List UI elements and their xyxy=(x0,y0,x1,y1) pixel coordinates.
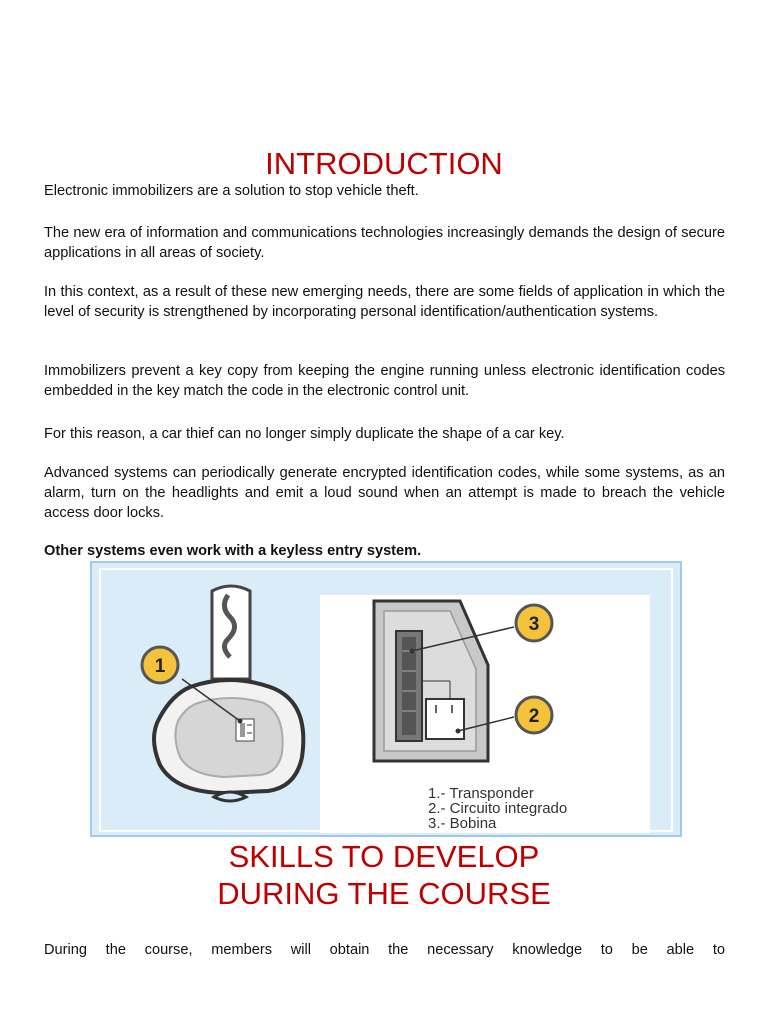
callout-1-dot xyxy=(238,719,243,724)
callout-1-number: 1 xyxy=(154,656,166,677)
skills-heading-line-2: DURING THE COURSE xyxy=(217,876,551,911)
key-transponder-figure xyxy=(90,561,682,837)
intro-paragraph-4: Immobilizers prevent a key copy from keeping the engine running unless electronic identification codes embedded in the key match the code in the electronic control unit. xyxy=(44,363,725,399)
intro-paragraph-3: In this context, as a result of these new emerging needs, there are some fields of application in which the level of security is strengthened by incorporating personal identification/authentication systems. xyxy=(44,284,725,320)
callout-2 xyxy=(516,697,552,733)
skills-heading xyxy=(0,838,768,912)
legend-item-circuito-integrado: 2.- Circuito integrado xyxy=(428,800,568,817)
callout-1 xyxy=(142,647,178,683)
skills-paragraph: During the course, members will obtain the necessary knowledge to be able to xyxy=(44,942,725,958)
intro-paragraph-5: For this reason, a car thief can no longer simply duplicate the shape of a car key. xyxy=(44,426,565,442)
key-ring-hole xyxy=(214,792,246,801)
intro-paragraph-6: Advanced systems can periodically generate encrypted identification codes, while some systems, as an alarm, turn on the headlights and emit a loud sound when an attempt is made to breach the vehicle access door locks. xyxy=(44,465,725,521)
legend-item-transponder: 1.- Transponder xyxy=(428,785,534,802)
callout-2-dot xyxy=(456,729,461,734)
intro-paragraph-2: The new era of information and communications technologies increasingly demands the design of secure applications in all areas of society. xyxy=(44,225,725,261)
key-chip xyxy=(240,723,245,737)
legend-item-bobina: 3.- Bobina xyxy=(428,815,497,832)
callout-2-number: 2 xyxy=(528,706,540,727)
callout-3 xyxy=(516,605,552,641)
introduction-heading: INTRODUCTION xyxy=(265,146,503,181)
callout-3-number: 3 xyxy=(528,614,540,635)
key-head-inner xyxy=(175,698,282,777)
callout-3-dot xyxy=(410,649,415,654)
intro-paragraph-1: Electronic immobilizers are a solution to stop vehicle theft. xyxy=(44,183,419,199)
skills-heading-line-1: SKILLS TO DEVELOP xyxy=(228,839,540,874)
intro-paragraph-7: Other systems even work with a keyless entry system. xyxy=(44,543,422,559)
